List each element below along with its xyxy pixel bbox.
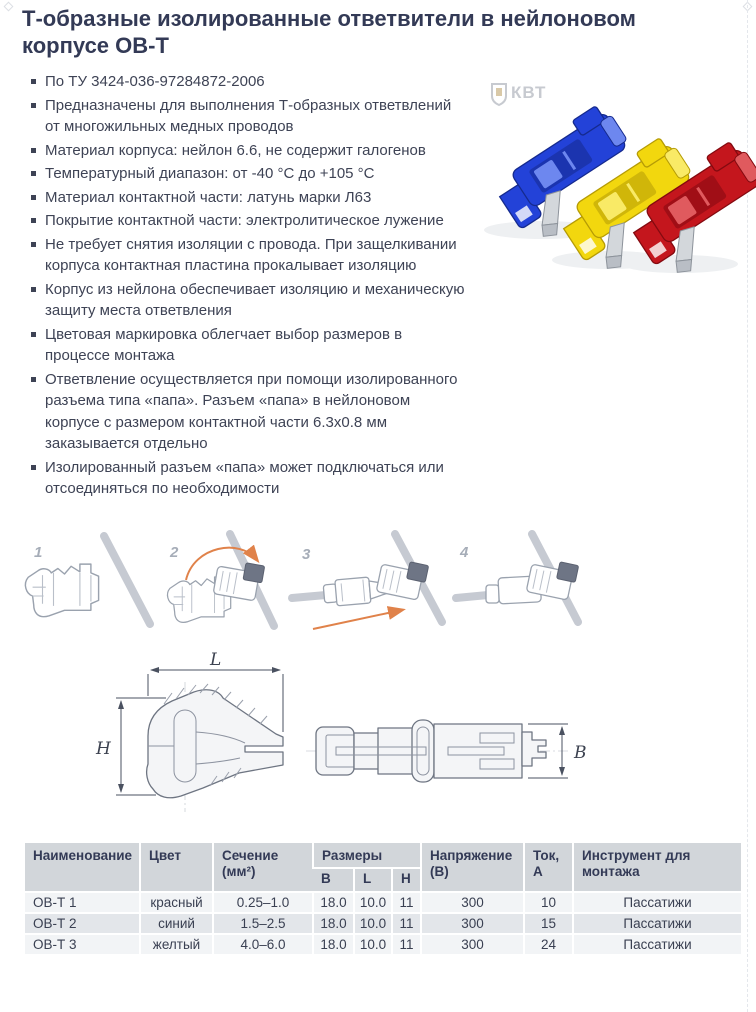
feature-item: [30, 140, 468, 162]
corner-mark-icon: [4, 2, 14, 12]
col-header-current: Ток, А: [524, 843, 573, 892]
product-photo-illustration: [480, 68, 756, 282]
bullet-icon: [31, 79, 36, 84]
col-header-sizes: Размеры: [313, 843, 421, 868]
feature-text: Температурный диапазон: от -40 °С до +105 °С: [45, 165, 375, 182]
cell-name: ОВ-Т 2: [25, 913, 140, 934]
feature-item: [30, 457, 468, 500]
bullet-icon: [31, 242, 36, 247]
feature-text: Покрытие контактной части: электролитическое лужение: [45, 212, 444, 229]
wire: [292, 595, 326, 598]
feature-item: [30, 324, 468, 367]
bullet-icon: [31, 195, 36, 200]
page-title: Т-образные изолированные ответвители в нейлоновом корпусе ОВ-Т: [22, 6, 636, 58]
feature-text: По ТУ 3424-036-97284872-2006: [45, 73, 265, 90]
dimension-drawings: [60, 648, 610, 840]
cell-current: 15: [524, 913, 573, 934]
cell-l: 10.0: [354, 892, 392, 913]
cell-color: желтый: [140, 934, 213, 954]
step-4: [456, 534, 579, 622]
feature-text: Предназначены для выполнения Т-образных ответвлений от многожильных медных проводов: [45, 96, 452, 135]
cell-b: 18.0: [313, 892, 354, 913]
table-header-row: [25, 843, 741, 868]
spec-table-section: [25, 843, 741, 954]
wire: [104, 536, 150, 624]
cell-current: 24: [524, 934, 573, 954]
step-2: [168, 534, 274, 626]
insert-arrow-icon: [313, 610, 402, 629]
step-number: 2: [170, 544, 179, 561]
step-3: [292, 534, 442, 629]
feature-text: Не требует снятия изоляции с провода. При защелкивании корпуса контактная пластина прокалывает изоляцию: [45, 235, 457, 274]
bullet-icon: [31, 465, 36, 470]
col-header-section: Сечение (мм²): [213, 843, 313, 892]
cell-color: синий: [140, 913, 213, 934]
col-header-tool: Инструмент для монтажа: [573, 843, 741, 892]
ferrule-sketch: [486, 585, 499, 603]
feature-text: Материал контактной части: латунь марки Л63: [45, 188, 372, 206]
feature-text: Материал корпуса: нейлон 6.6, не содержит галогенов: [45, 141, 426, 159]
cell-tool: Пассатижи: [573, 934, 741, 954]
installation-steps-illustration: [10, 530, 610, 642]
cell-voltage: 300: [421, 913, 524, 934]
cell-color: красный: [140, 892, 213, 913]
feature-item: [30, 369, 468, 455]
table-row: [25, 892, 741, 913]
bullet-icon: [31, 148, 36, 153]
feature-item: [30, 234, 468, 277]
step-number: 1: [34, 544, 43, 561]
bullet-icon: [31, 103, 36, 108]
feature-item: [30, 71, 468, 93]
kvt-logo-text: КВТ: [511, 83, 547, 102]
cell-section: 0.25–1.0: [213, 892, 313, 913]
product-photo: [480, 68, 756, 282]
dimension-label-L: L: [210, 650, 222, 670]
col-header-name: Наименование: [25, 843, 140, 892]
cell-tool: Пассатижи: [573, 913, 741, 934]
cell-h: 11: [392, 913, 421, 934]
step-1: [25, 536, 150, 624]
bullet-icon: [31, 377, 36, 382]
col-header-l: L: [354, 868, 392, 892]
cell-voltage: 300: [421, 892, 524, 913]
cell-b: 18.0: [313, 934, 354, 954]
bullet-icon: [31, 171, 36, 176]
cell-l: 10.0: [354, 913, 392, 934]
feature-item: [30, 210, 468, 232]
side-view-drawing: [95, 650, 283, 812]
wire: [456, 595, 488, 598]
top-view-drawing: [306, 720, 587, 782]
col-header-b: B: [313, 868, 354, 892]
feature-text: Корпус из нейлона обеспечивает изоляцию и механическую защиту места ответвления: [45, 280, 465, 319]
feature-item: [30, 95, 468, 138]
bullet-icon: [31, 332, 36, 337]
tap-connector-sketch: [25, 564, 98, 617]
dimension-label-H: H: [96, 739, 111, 759]
col-header-h: H: [392, 868, 421, 892]
male-connector-sketch: [323, 576, 387, 607]
cell-l: 10.0: [354, 934, 392, 954]
cell-h: 11: [392, 892, 421, 913]
feature-text: Цветовая маркировка облегчает выбор размеров в процессе монтажа: [45, 325, 403, 364]
cell-current: 10: [524, 892, 573, 913]
col-header-voltage: Напряжение (В): [421, 843, 524, 892]
col-header-color: Цвет: [140, 843, 213, 892]
cell-section: 4.0–6.0: [213, 934, 313, 954]
feature-item: [30, 187, 468, 209]
feature-list: [30, 71, 468, 502]
cell-section: 1.5–2.5: [213, 913, 313, 934]
table-row: [25, 913, 741, 934]
dimension-label-B: B: [574, 743, 587, 763]
feature-text: Ответвление осуществляется при помощи изолированного разъема типа «папа». Разъем «папа» в нейлоновом корпусе с размером контактной части 6.3х0.8 мм заказывается отдельно: [45, 370, 458, 452]
step-number: 3: [302, 546, 311, 563]
cell-name: ОВ-Т 1: [25, 892, 140, 913]
feature-text: Изолированный разъем «папа» может подключаться или отсоединяться по необходимости: [45, 458, 444, 497]
kvt-logo: [492, 83, 546, 105]
feature-item: [30, 279, 468, 322]
feature-item: [30, 163, 468, 185]
bullet-icon: [31, 218, 36, 223]
cell-h: 11: [392, 934, 421, 954]
cell-b: 18.0: [313, 913, 354, 934]
cell-voltage: 300: [421, 934, 524, 954]
cell-name: ОВ-Т 3: [25, 934, 140, 954]
step-number: 4: [460, 544, 469, 561]
cell-tool: Пассатижи: [573, 892, 741, 913]
table-row: [25, 934, 741, 954]
bullet-icon: [31, 287, 36, 292]
spec-table: [25, 843, 741, 954]
